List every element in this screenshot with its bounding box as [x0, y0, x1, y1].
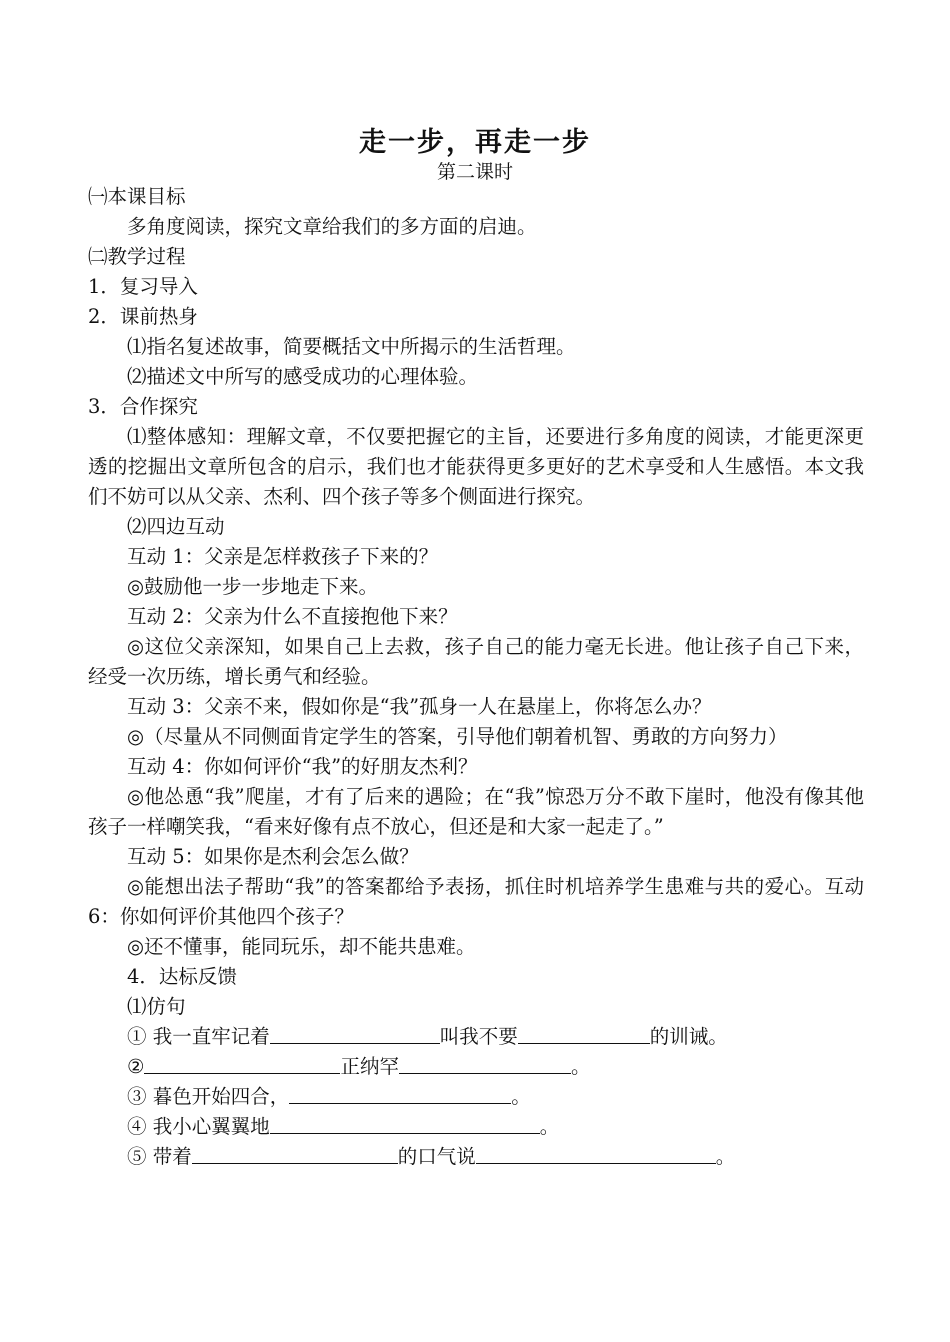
fill-blank[interactable]: [192, 1144, 398, 1164]
warmup-item-1: ⑴指名复述故事，简要概括文中所揭示的生活哲理。: [127, 335, 576, 358]
item-number: ④: [127, 1115, 147, 1138]
interaction-answer: ◎鼓励他一步一步地走下来。: [127, 575, 379, 598]
item-text: 。: [511, 1085, 531, 1108]
exercise-item-4: [88, 1112, 864, 1142]
exercise-item-5: [88, 1142, 864, 1172]
interaction-answer: ◎（尽量从不同侧面肯定学生的答案，引导他们朝着机智、勇敢的方向努力）: [127, 725, 788, 748]
feedback-heading: 4．达标反馈: [127, 965, 237, 988]
item-number: ⑤: [127, 1145, 147, 1168]
exercise-item-3: [88, 1082, 864, 1112]
interaction-answer: ◎能想出法子帮助“我”的答案都给予表扬，抓住时机培养学生患难与共的爱心。互动 6：你如何评价其他四个孩子？: [88, 875, 864, 928]
item-text: 暮色开始四合，: [152, 1085, 290, 1108]
item-number: ②: [127, 1055, 145, 1078]
imitation-sentence-heading: ⑴仿句: [127, 995, 186, 1018]
item-text: 正纳罕: [340, 1055, 399, 1078]
item-text: 的口气说: [397, 1145, 476, 1168]
interaction-question: 互动 5：如果你是杰利会怎么做？: [127, 845, 419, 868]
item-text: 。: [715, 1145, 736, 1168]
document-body: [88, 182, 864, 1172]
fill-blank[interactable]: [476, 1144, 716, 1164]
fill-blank[interactable]: [270, 1114, 540, 1134]
interaction-question: 互动 1：父亲是怎样救孩子下来的？: [127, 545, 439, 568]
item-number: ①: [127, 1025, 147, 1048]
page-title: 走一步，再走一步: [359, 127, 591, 158]
exercise-item-1: [88, 1022, 864, 1052]
item-text: 叫我不要: [439, 1025, 518, 1048]
interaction-answer: ◎还不懂事，能同玩乐，却不能共患难。: [127, 935, 476, 958]
step-warmup: 2．课前热身: [88, 305, 198, 328]
interaction-question: 互动 2：父亲为什么不直接抱他下来？: [127, 605, 458, 628]
overall-perception-paragraph: ⑴整体感知：理解文章，不仅要把握它的主旨，还要进行多角度的阅读，才能更深更透的挖掘出文章所包含的启示，我们也才能获得更多更好的艺术享受和人生感悟。本文我们不妨可以从父亲、杰利、四个孩子等多个侧面进行探究。: [88, 425, 864, 508]
item-text: 。: [571, 1055, 591, 1078]
fill-blank[interactable]: [518, 1024, 650, 1044]
fill-blank[interactable]: [270, 1024, 440, 1044]
step-explore: 3．合作探究: [88, 395, 198, 418]
exercise-item-2: [88, 1052, 864, 1082]
page-subtitle: 第二课时: [436, 161, 513, 183]
item-text: 。: [539, 1115, 560, 1138]
item-text: 带着: [152, 1145, 192, 1168]
warmup-item-2: ⑵描述文中所写的感受成功的心理体验。: [127, 365, 479, 388]
interaction-answer: ◎他怂恿“我”爬崖，才有了后来的遇险；在“我”惊恐万分不敢下崖时，他没有像其他孩子一样嘲笑我，“看来好像有点不放心，但还是和大家一起走了。”: [88, 785, 864, 838]
four-way-interaction-heading: ⑵四边互动: [127, 515, 225, 538]
fill-blank[interactable]: [399, 1054, 571, 1074]
interaction-answer: ◎这位父亲深知，如果自己上去救，孩子自己的能力毫无长进。他让孩子自己下来，经受一次历练，增长勇气和经验。: [88, 635, 864, 688]
item-number: ③: [127, 1085, 147, 1108]
fill-blank[interactable]: [144, 1054, 340, 1074]
goal-heading: ㈠本课目标: [88, 185, 186, 208]
fill-blank[interactable]: [289, 1084, 511, 1104]
item-text: 我一直牢记着: [152, 1025, 270, 1048]
item-text: 我小心翼翼地: [152, 1115, 270, 1138]
interaction-question: 互动 3：父亲不来，假如你是“我”孤身一人在悬崖上，你将怎么办？: [127, 695, 712, 718]
step-review: 1．复习导入: [88, 275, 198, 298]
process-heading: ㈡教学过程: [88, 245, 186, 268]
item-text: 的训诫。: [649, 1025, 728, 1048]
interaction-question: 互动 4：你如何评价“我”的好朋友杰利？: [127, 755, 478, 778]
goal-text: 多角度阅读，探究文章给我们的多方面的启迪。: [127, 215, 537, 238]
